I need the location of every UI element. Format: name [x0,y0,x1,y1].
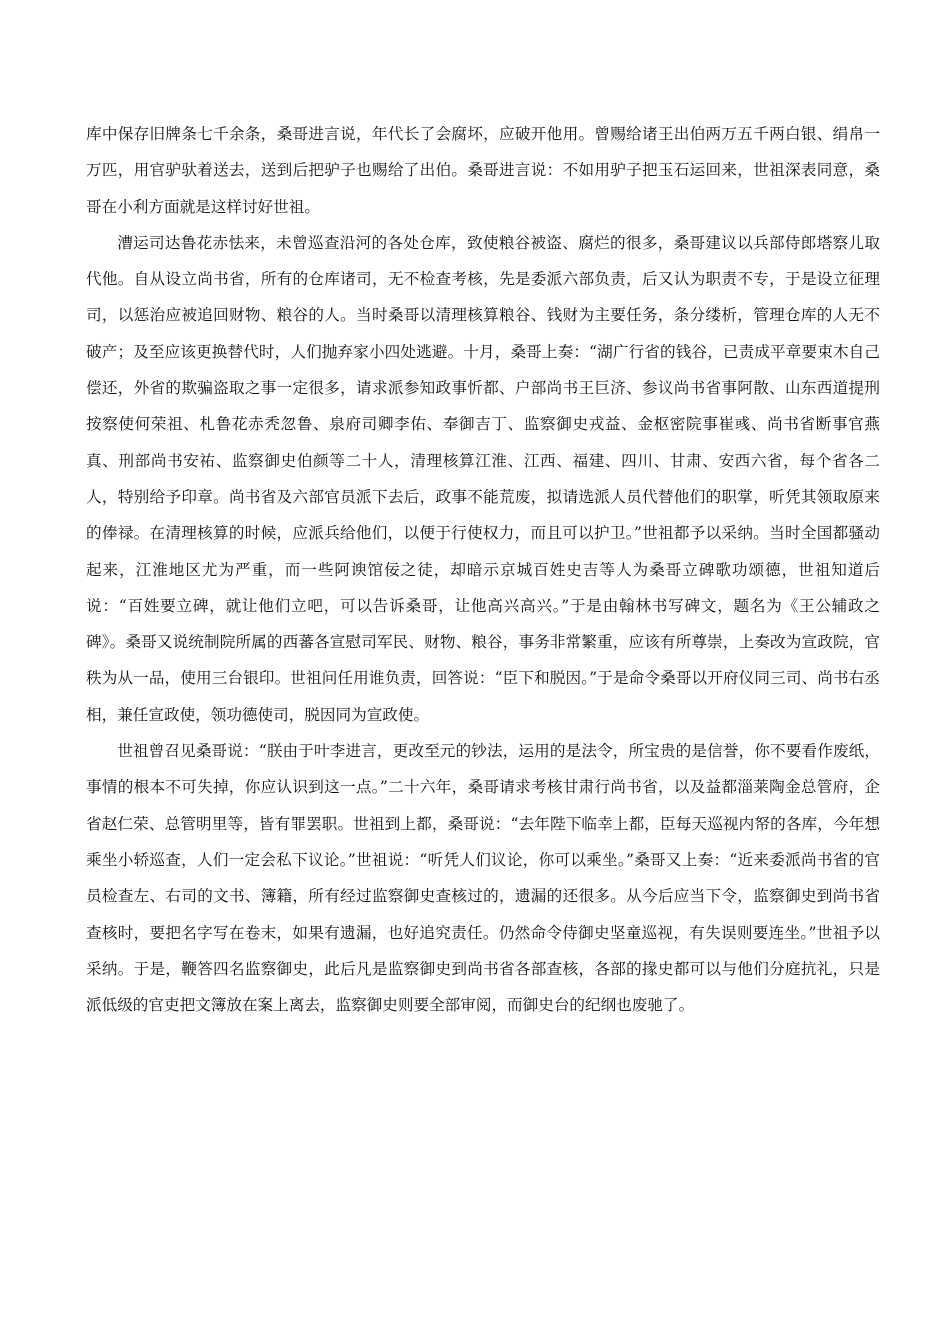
paragraph-2: 漕运司达鲁花赤怯来，未曾巡查沿河的各处仓库，致使粮谷被盗、腐烂的很多，桑哥建议以兵部侍郎塔察儿取代他。自从设立尚书省，所有的仓库诸司，无不检查考核，先是委派六部负责，后又认为职责不专，于是设立征理司，以惩治应被追回财物、粮谷的人。当时桑哥以清理核算粮谷、钱财为主要任务，条分缕析，管理仓库的人无不破产；及至应该更换替代时，人们抛弃家小四处逃避。十月，桑哥上奏：“湖广行省的钱谷，已责成平章要束木自己偿还，外省的欺骗盗取之事一定很多，请求派参知政事忻都、户部尚书王巨济、参议尚书省事阿散、山东西道提刑按察使何荣祖、札鲁花赤秃忽鲁、泉府司卿李佑、奉御吉丁、监察御史戎益、金枢密院事崔彧、尚书省断事官燕真、刑部尚书安祐、监察御史伯颜等二十人，清理核算江淮、江西、福建、四川、甘肃、安西六省，每个省各二人，特别给予印章。尚书省及六部官员派下去后，政事不能荒废，拟请选派人员代替他们的职掌，听凭其领取原来的俸禄。在清理核算的时候，应派兵给他们，以便于行使权力，而且可以护卫。”世祖都予以采纳。当时全国都骚动起来，江淮地区尤为严重，而一些阿谀馆佞之徒，却暗示京城百姓史吉等人为桑哥立碑歌功颂德，世祖知道后说：“百姓要立碑，就让他们立吧，可以告诉桑哥，让他高兴高兴。”于是由翰林书写碑文，题名为《王公辅政之碑》。桑哥又说统制院所属的西蕃各宣慰司军民、财物、粮谷，事务非常繁重，应该有所尊崇，上奏改为宣政院，官秩为从一品，使用三台银印。世祖问任用谁负责，回答说：“臣下和脱因。”于是命令桑哥以开府仪同三司、尚书右丞相，兼任宣政使，领功德使司，脱因同为宣政使。 [86,233,880,724]
paragraph-1: 库中保存旧牌条七千余条，桑哥进言说，年代长了会腐坏，应破开他用。曾赐给诸王出伯两万五千两白银、绢帛一万匹，用官驴驮着送去，送到后把驴子也赐给了出伯。桑哥进言说：不如用驴子把玉石运回来，世祖深表同意，桑哥在小利方面就是这样讨好世祖。 [86,125,880,216]
paragraph-3: 世祖曾召见桑哥说：“朕由于叶李进言，更改至元的钞法，运用的是法令，所宝贵的是信誉，你不要看作废纸，事情的根本不可失掉，你应认识到这一点。”二十六年，桑哥请求考核甘肃行尚书省，以及益都淄莱陶金总管府，企省赵仁荣、总管明里等，皆有罪罢职。世祖到上都，桑哥说：“去年陛下临幸上都，臣每天巡视内帑的各库，今年想乘坐小轿巡查，人们一定会私下议论。”世祖说：“听凭人们议论，你可以乘坐。”桑哥又上奏：“近来委派尚书省的官员检查左、右司的文书、簿籍，所有经过监察御史查核过的，遗漏的还很多。从今后应当下令，监察御史到尚书省查核时，要把名字写在卷末，如果有遗漏，也好追究责任。仍然命令侍御史坚童巡视，有失误则要连坐。”世祖予以采纳。于是，鞭答四名监察御史，此后凡是监察御史到尚书省各部查核，各部的掾史都可以与他们分庭抗礼，只是派低级的官吏把文簿放在案上离去，监察御史则要全部审阅，而御史台的纪纲也废驰了。 [86,742,880,1015]
document-page [86,116,880,1023]
